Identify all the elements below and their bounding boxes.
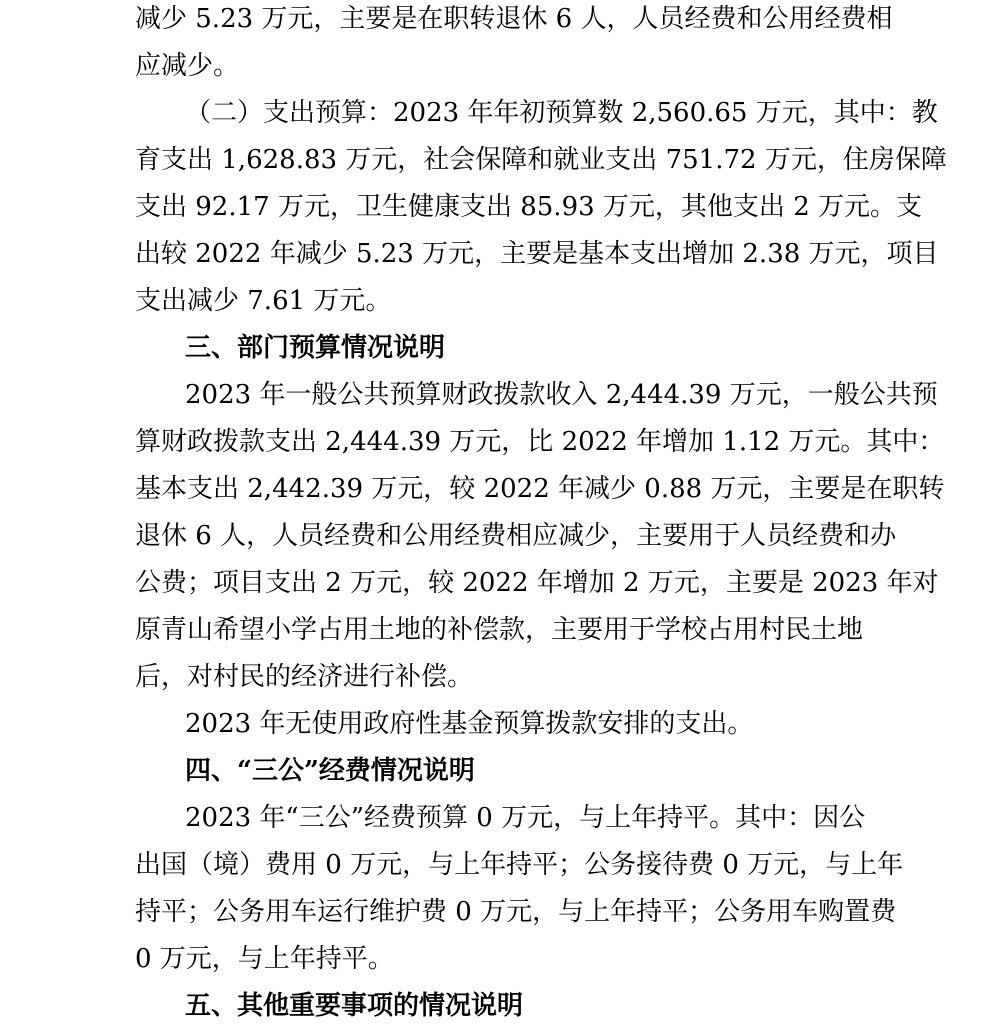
body-text-line: 公费；项目支出 2 万元，较 2022 年增加 2 万元，主要是 2023 年对 (135, 568, 939, 598)
section-heading-3: 三、部门预算情况说明 (185, 333, 446, 363)
body-text-line: 出国（境）费用 0 万元，与上年持平；公务接待费 0 万元，与上年 (135, 850, 904, 880)
paragraph-start: 2023 年一般公共预算财政拨款收入 2,444.39 万元，一般公共预 (185, 380, 938, 410)
body-text-line: 支出减少 7.61 万元。 (135, 286, 392, 316)
section-heading-5: 五、其他重要事项的情况说明 (185, 991, 524, 1021)
body-text-line: 算财政拨款支出 2,444.39 万元，比 2022 年增加 1.12 万元。其中： (135, 427, 945, 457)
body-text-line: 持平；公务用车运行维护费 0 万元，与上年持平；公务用车购置费 (135, 897, 897, 927)
body-text-line: 原青山希望小学占用土地的补偿款，主要用于学校占用村民土地 (135, 615, 864, 645)
body-text-line: 育支出 1,628.83 万元，社会保障和就业支出 751.72 万元，住房保障 (135, 145, 947, 175)
section-heading-4: 四、“三公”经费情况说明 (185, 756, 475, 786)
body-text-line: 后，对村民的经济进行补偿。 (135, 662, 474, 692)
body-text-line: 减少 5.23 万元，主要是在职转退休 6 人，人员经费和公用经费相 (135, 4, 893, 34)
subsection-paragraph-start: （二）支出预算：2023 年年初预算数 2,560.65 万元，其中：教 (185, 98, 938, 128)
body-text-line: 0 万元，与上年持平。 (135, 944, 394, 974)
body-text-line: 退休 6 人，人员经费和公用经费相应减少，主要用于人员经费和办 (135, 521, 897, 551)
paragraph-start: 2023 年无使用政府性基金预算拨款安排的支出。 (185, 709, 754, 739)
paragraph-start: 2023 年“三公”经费预算 0 万元，与上年持平。其中：因公 (185, 803, 866, 833)
body-text-line: 基本支出 2,442.39 万元，较 2022 年减少 0.88 万元，主要是在职转 (135, 474, 945, 504)
body-text-line: 应减少。 (135, 51, 240, 81)
body-text-line: 支出 92.17 万元，卫生健康支出 85.93 万元，其他支出 2 万元。支 (135, 192, 922, 222)
body-text-line: 出较 2022 年减少 5.23 万元，主要是基本支出增加 2.38 万元，项目 (135, 239, 939, 269)
